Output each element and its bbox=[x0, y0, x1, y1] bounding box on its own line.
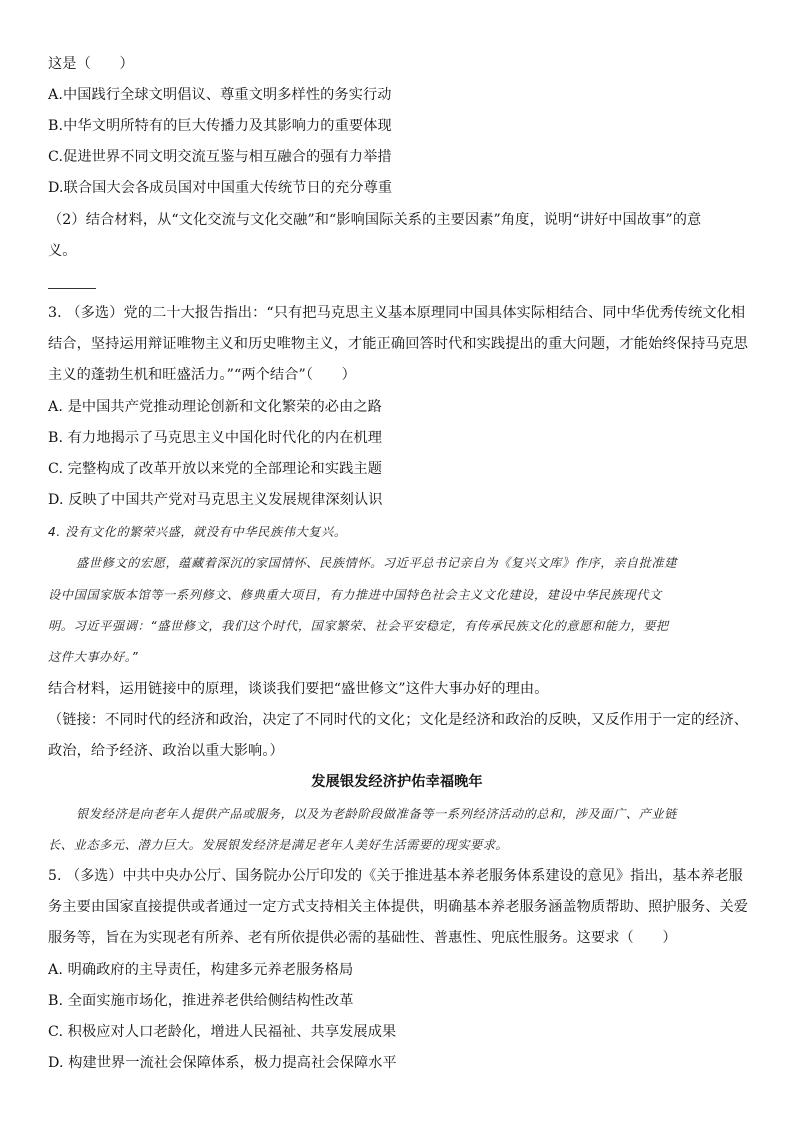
section-intro-line-2: 长、业态多元、潜力巨大。发展银发经济是满足老年人美好生活需要的现实要求。 bbox=[48, 838, 509, 852]
q4-link-line-1: （链接：不同时代的经济和政治，决定了不同时代的文化；文化是经济和政治的反映，又反作用于一定的经济、 bbox=[48, 712, 749, 728]
q3-option-d: D. 反映了中国共产党对马克思主义发展规律深刻认识 bbox=[48, 492, 383, 508]
q3-option-a: A. 是中国共产党推动理论创新和文化繁荣的必由之路 bbox=[48, 399, 382, 415]
option-a: A.中国践行全球文明倡议、尊重文明多样性的务实行动 bbox=[48, 87, 392, 103]
question-3-stem-line-3: 主义的蓬勃生机和旺盛活力。”“两个结合”（ ） bbox=[48, 367, 356, 383]
q5-option-c: C. 积极应对人口老龄化，增进人民福祉、共享发展成果 bbox=[48, 1024, 397, 1040]
q5-option-b: B. 全面实施市场化，推进养老供给侧结构性改革 bbox=[48, 993, 354, 1009]
q4-task: 结合材料，运用链接中的原理，谈谈我们要把“盛世修文”这件大事办好的理由。 bbox=[48, 681, 549, 697]
q4-material-line-4: 这件大事办好。” bbox=[48, 650, 139, 664]
question-5-stem-line-2: 务主要由国家直接提供或者通过一定方式支持相关主体提供，明确基本养老服务涵盖物质帮助、照护服务、关爱 bbox=[48, 899, 749, 915]
q3-option-c: C. 完整构成了改革开放以来党的全部理论和实践主题 bbox=[48, 461, 382, 477]
q4-material-line-2: 设中国国家版本馆等一系列修文、修典重大项目，有力推进中国特色社会主义文化建设，建设中华民族现代文 bbox=[48, 588, 662, 602]
q4-material-line-1: 盛世修文的宏愿，蕴藏着深沉的家国情怀、民族情怀。习近平总书记亲自为《复兴文库》作序，亲自批准建 bbox=[76, 556, 678, 570]
section-intro-line-1: 银发经济是向老年人提供产品或服务，以及为老龄阶段做准备等一系列经济活动的总和，涉及面广、产业链 bbox=[76, 807, 678, 821]
section-title: 发展银发经济护佑幸福晚年 bbox=[311, 774, 483, 790]
question-3-stem: 3. （多选）党的二十大报告指出：“只有把马克思主义基本原理同中国具体实际相结合、同中华优秀传统文化相 bbox=[48, 305, 746, 321]
q5-option-d: D. 构建世界一流社会保障体系，极力提高社会保障水平 bbox=[48, 1055, 397, 1071]
question-4-heading: 4. 没有文化的繁荣兴盛，就没有中华民族伟大复兴。 bbox=[48, 525, 347, 539]
question-5-stem-line-3: 服务等，旨在为实现老有所养、老有所依提供必需的基础性、普惠性、兜底性服务。这要求（ ） bbox=[48, 930, 677, 946]
option-d: D.联合国大会各成员国对中国重大传统节日的充分尊重 bbox=[48, 180, 393, 196]
question-stem-tail: 这是（ ） bbox=[48, 56, 134, 72]
q5-option-a: A. 明确政府的主导责任，构建多元养老服务格局 bbox=[48, 962, 354, 978]
q3-option-b: B. 有力地揭示了马克思主义中国化时代化的内在机理 bbox=[48, 430, 383, 446]
option-b: B.中华文明所特有的巨大传播力及其影响力的重要体现 bbox=[48, 118, 392, 134]
answer-divider bbox=[48, 288, 96, 289]
q4-link-line-2: 政治，给予经济、政治以重大影响。） bbox=[48, 743, 284, 759]
question-5-stem: 5. （多选）中共中央办公厅、国务院办公厅印发的《关于推进基本养老服务体系建设的意见》指出，基本养老服 bbox=[48, 868, 743, 884]
question-2-part-2-cont: 义。 bbox=[48, 243, 77, 259]
q4-material-line-3: 明。习近平强调：“盛世修文，我们这个时代，国家繁荣、社会平安稳定，有传承民族文化的意愿和能力，要把 bbox=[48, 619, 669, 633]
question-3-stem-line-2: 结合，坚持运用辩证唯物主义和历史唯物主义，才能正确回答时代和实践提出的重大问题，才能始终保持马克思 bbox=[48, 336, 749, 352]
option-c: C.促进世界不同文明交流互鉴与相互融合的强有力举措 bbox=[48, 149, 392, 165]
question-2-part-2: （2）结合材料，从“文化交流与文化交融”和“影响国际关系的主要因素”角度，说明“讲好中国故事”的意 bbox=[48, 212, 702, 228]
